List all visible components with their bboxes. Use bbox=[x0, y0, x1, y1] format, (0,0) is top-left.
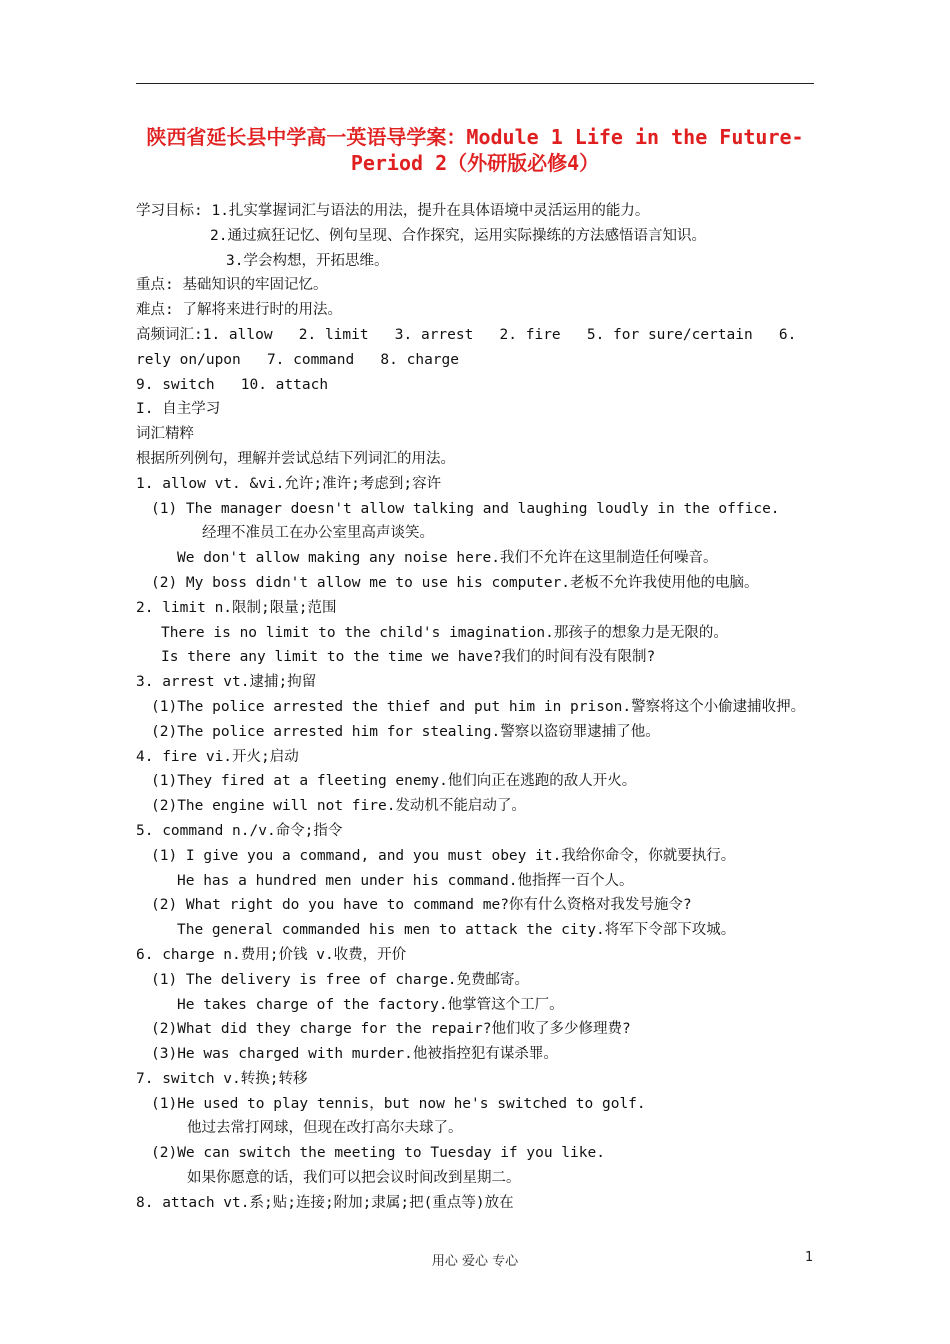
text-line: (1) I give you a command, and you must obey it.我给你命令，你就要执行。 bbox=[151, 847, 736, 864]
text-line: (1)They fired at a fleeting enemy.他们向正在逃跑的敌人开火。 bbox=[151, 773, 637, 790]
document-body bbox=[136, 199, 816, 1216]
text-line: (2)The engine will not fire.发动机不能启动了。 bbox=[151, 798, 526, 815]
text-line: (1)He used to play tennis，but now he's switched to golf. bbox=[151, 1095, 646, 1112]
text-line: 2.通过疯狂记忆、例句呈现、合作探究，运用实际操练的方法感悟语言知识。 bbox=[210, 227, 706, 244]
text-line: (2)We can switch the meeting to Tuesday if you like. bbox=[151, 1145, 605, 1162]
text-line: 9. switch 10. attach bbox=[136, 376, 329, 393]
text-line: 重点: 基础知识的牢固记忆。 bbox=[136, 277, 328, 294]
text-line: 学习目标: 1.扎实掌握词汇与语法的用法，提升在具体语境中灵活运用的能力。 bbox=[136, 203, 650, 219]
text-line: (1)The police arrested the thief and put him in prison.警察将这个小偷逮捕收押。 bbox=[151, 698, 806, 715]
footer-motto: 用心 爱心 专心 bbox=[431, 1254, 519, 1269]
text-line: 高频词汇:1. allow 2. limit 3. arrest 2. fire 5. for sure/certain 6. bbox=[136, 326, 797, 343]
page-number: 1 bbox=[805, 1250, 814, 1265]
text-line: 8. attach vt.系;贴;连接;附加;隶属;把(重点等)放在 bbox=[136, 1194, 514, 1211]
text-line: 难点: 了解将来进行时的用法。 bbox=[136, 302, 342, 319]
header-rule bbox=[136, 83, 814, 84]
title-line-1: 陕西省延长县中学高一英语导学案：Module 1 Life in the Future- bbox=[146, 125, 804, 149]
text-line: 3. arrest vt.逮捕;拘留 bbox=[136, 674, 317, 691]
text-line: 根据所列例句，理解并尝试总结下列词汇的用法。 bbox=[136, 450, 455, 467]
text-line: (2)The police arrested him for stealing.警察以盗窃罪逮捕了他。 bbox=[151, 723, 660, 740]
text-line: 7. switch v.转换;转移 bbox=[136, 1070, 308, 1087]
text-line: The general commanded his men to attack the city.将军下令部下攻城。 bbox=[177, 922, 736, 939]
text-line: (3)He was charged with murder.他被指控犯有谋杀罪。 bbox=[151, 1046, 558, 1063]
text-line: 5. command n./v.命令;指令 bbox=[136, 822, 343, 839]
text-line: 4. fire vi.开火;启动 bbox=[136, 748, 299, 765]
text-line: 3.学会构想，开拓思维。 bbox=[226, 252, 389, 269]
text-line: 1. allow vt. &vi.允许;准许;考虑到;容许 bbox=[136, 475, 442, 492]
text-line: (2)What did they charge for the repair?他们收了多少修理费? bbox=[151, 1021, 631, 1038]
text-line: rely on/upon 7. command 8. charge bbox=[136, 351, 460, 368]
text-line: (2) What right do you have to command me?你有什么资格对我发号施令? bbox=[151, 897, 692, 914]
text-line: 词汇精粹 bbox=[136, 426, 194, 443]
text-line: (1) The delivery is free of charge.免费邮寄。 bbox=[151, 971, 530, 988]
text-line: Is there any limit to the time we have?我们的时间有没有限制? bbox=[161, 649, 656, 666]
text-line: He has a hundred men under his command.他指挥一百个人。 bbox=[177, 872, 634, 889]
text-line: 经理不准员工在办公室里高声谈笑。 bbox=[202, 525, 434, 542]
text-line: 2. limit n.限制;限量;范围 bbox=[136, 599, 337, 616]
text-line: He takes charge of the factory.他掌管这个工厂。 bbox=[177, 996, 564, 1013]
text-line: There is no limit to the child's imagination.那孩子的想象力是无限的。 bbox=[161, 624, 728, 641]
text-line: 他过去常打网球，但现在改打高尔夫球了。 bbox=[187, 1120, 463, 1137]
text-line: (2) My boss didn't allow me to use his computer.老板不允许我使用他的电脑。 bbox=[151, 574, 759, 591]
text-line: We don't allow making any noise here.我们不允许在这里制造任何噪音。 bbox=[177, 550, 718, 567]
text-line: I. 自主学习 bbox=[136, 401, 221, 418]
text-line: 6. charge n.费用;价钱 v.收费，开价 bbox=[136, 946, 407, 963]
title-line-2: Period 2（外研版必修4） bbox=[350, 151, 600, 175]
document-title bbox=[120, 124, 830, 176]
text-line: (1) The manager doesn't allow talking and laughing loudly in the office. bbox=[151, 500, 780, 517]
text-line: 如果你愿意的话，我们可以把会议时间改到星期二。 bbox=[187, 1170, 521, 1187]
